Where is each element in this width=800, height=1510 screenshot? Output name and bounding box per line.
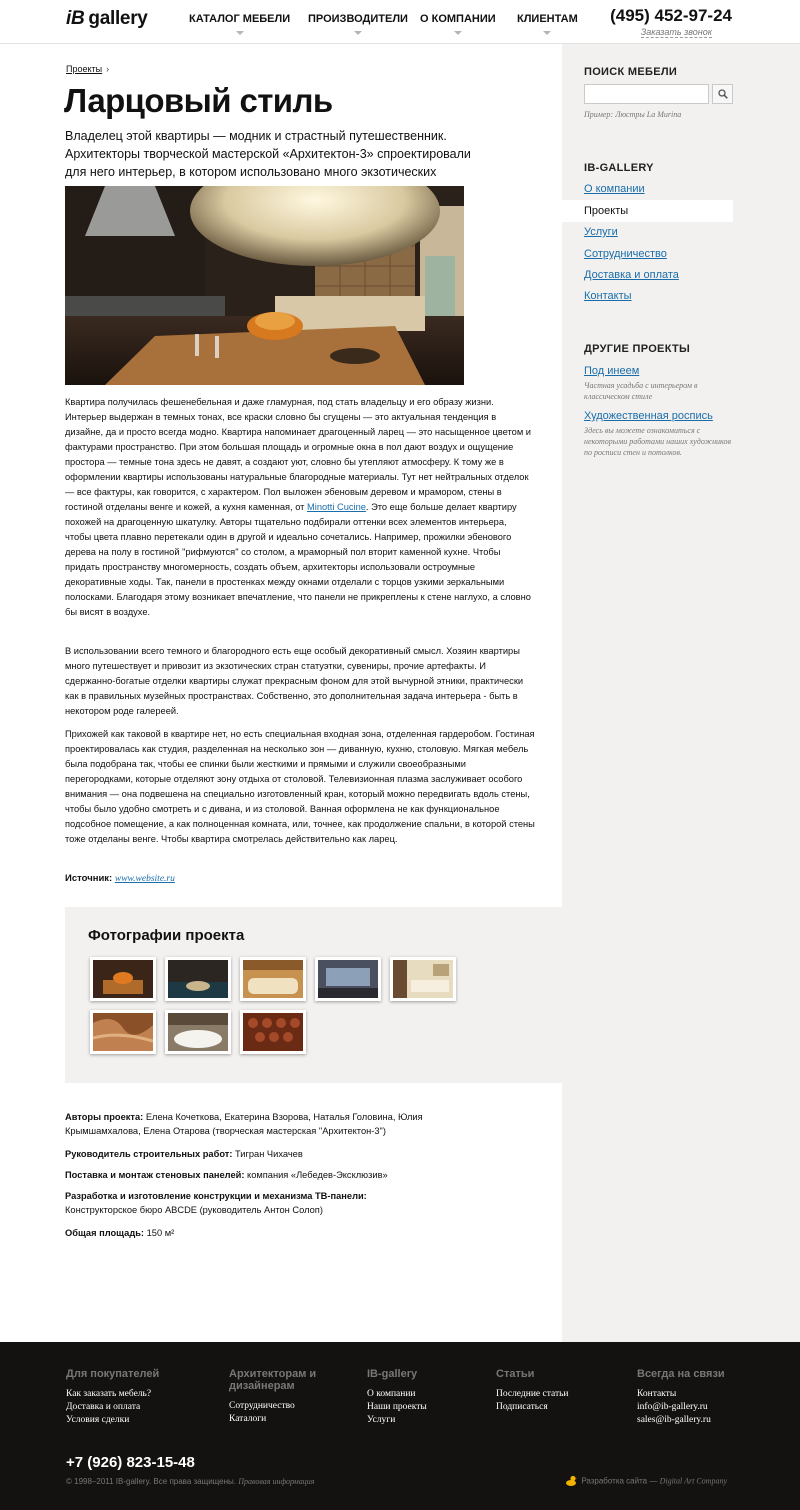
footer-developer bbox=[565, 1475, 727, 1488]
credits-panels-value: компания «Лебедев-Эксклюзив» bbox=[247, 1170, 388, 1180]
sidebar-item-projects[interactable]: Проекты bbox=[562, 200, 733, 222]
site-logo[interactable] bbox=[66, 8, 148, 30]
chevron-down-icon bbox=[354, 31, 362, 35]
duck-logo-icon bbox=[565, 1475, 577, 1488]
lead-paragraph: Владелец этой квартиры — модник и страстный путешественник. Архитекторы творческой мастерской «Архитектон-3» спроектировали для него интерьер, в котором использовано много экзотических bbox=[65, 129, 471, 179]
article-paragraph-3: Прихожей как таковой в квартире нет, но есть специальная входная зона, отделенная гардеробом. Гостиная проектировалась как студия, разделенная на несколько зон — диванную, кухню, столовую. Мягкая мебель была подобрана так, чтобы ее спинки были жесткими и прямыми и служили своеобразными перегородками, которые отделяют зону отдыха от столовой. Телевизионная плазма заслуживает особого внимания — она подвешена на специально изготовленный кран, который можно передвигать вдоль стены, чтобы было удобно смотреть и с дивана, и из столовой. Ванная оформлена не как функциональное подсобное помещение, а как полноценная комната, или, точнее, как продолжение спальни, в которой стены тоже отделаны венге. Чтобы квартира смотрелась действительно как ларец. bbox=[65, 729, 535, 844]
footer-heading: Всегда на связи bbox=[637, 1368, 725, 1380]
footer-email-info[interactable]: info@ib-gallery.ru bbox=[637, 1402, 708, 1412]
gallery-title: Фотографии проекта bbox=[88, 927, 245, 944]
photo-thumbnail[interactable] bbox=[90, 1010, 156, 1054]
menu-title: IB-GALLERY bbox=[584, 162, 654, 174]
hero-image bbox=[65, 186, 464, 385]
photo-thumbnail[interactable] bbox=[165, 957, 231, 1001]
credits-build-label: Руководитель строительных работ: bbox=[65, 1149, 233, 1159]
developer-label: Разработка сайта — bbox=[581, 1476, 658, 1486]
footer-link[interactable]: Контакты bbox=[637, 1389, 677, 1399]
sidebar-item-about[interactable]: О компании bbox=[584, 183, 645, 195]
copyright-text: © 1998–2011 IB-gallery. Все права защищены. bbox=[66, 1477, 236, 1486]
credits-tv-label: Разработка и изготовление конструкции и механизма ТВ-панели: bbox=[65, 1191, 367, 1201]
footer-link[interactable]: Как заказать мебель? bbox=[66, 1389, 152, 1399]
photo-thumbnail[interactable] bbox=[240, 1010, 306, 1054]
photo-thumbnail[interactable] bbox=[165, 1010, 231, 1054]
footer-heading: Статьи bbox=[496, 1368, 535, 1380]
nav-clients-label: КЛИЕНТАМ bbox=[517, 13, 578, 25]
nav-clients[interactable] bbox=[517, 13, 578, 25]
footer-link[interactable]: О компании bbox=[367, 1389, 416, 1399]
chevron-down-icon bbox=[454, 31, 462, 35]
footer-col-ibgallery bbox=[367, 1368, 487, 1427]
footer-col-architects bbox=[229, 1368, 324, 1426]
footer-heading: Для покупателей bbox=[66, 1368, 160, 1380]
source-label: Источник: bbox=[65, 873, 113, 884]
footer-heading: Архитекторам и дизайнерам bbox=[229, 1368, 317, 1392]
footer-heading: IB-gallery bbox=[367, 1368, 418, 1380]
header-phone: (495) 452-97-24 bbox=[610, 6, 732, 25]
footer-link[interactable]: Условия сделки bbox=[66, 1415, 130, 1425]
footer-link[interactable]: Каталоги bbox=[229, 1414, 267, 1424]
footer-link[interactable]: Сотрудничество bbox=[229, 1401, 295, 1411]
search-button[interactable] bbox=[712, 84, 733, 104]
search-icon bbox=[718, 89, 728, 99]
project-desc-frost: Частная усадьба с интерьером в классическом стиле bbox=[584, 381, 698, 401]
sidebar bbox=[562, 44, 800, 1342]
breadcrumb bbox=[66, 64, 109, 74]
credits-panels-label: Поставка и монтаж стеновых панелей: bbox=[65, 1170, 245, 1180]
project-link-frost[interactable]: Под инеем bbox=[584, 365, 640, 377]
developer-link[interactable]: Digital Art Company bbox=[659, 1476, 727, 1486]
photo-thumbnail[interactable] bbox=[240, 957, 306, 1001]
credits-panels bbox=[65, 1168, 465, 1182]
article-paragraph-1 bbox=[65, 395, 535, 620]
credits-authors-label: Авторы проекта: bbox=[65, 1112, 144, 1122]
footer-link[interactable]: Подписаться bbox=[496, 1402, 548, 1412]
chevron-down-icon bbox=[543, 31, 551, 35]
nav-catalog[interactable] bbox=[189, 13, 290, 25]
article-source bbox=[65, 873, 175, 884]
sidebar-item-delivery[interactable]: Доставка и оплата bbox=[584, 269, 679, 281]
footer-email-sales[interactable]: sales@ib-gallery.ru bbox=[637, 1415, 711, 1425]
footer-link[interactable]: Доставка и оплата bbox=[66, 1402, 141, 1412]
credits-area-label: Общая площадь: bbox=[65, 1228, 145, 1238]
footer-col-buyers bbox=[66, 1368, 186, 1427]
search-input[interactable] bbox=[584, 84, 709, 104]
photo-thumbnail[interactable] bbox=[90, 957, 156, 1001]
search-title: ПОИСК МЕБЕЛИ bbox=[584, 66, 678, 78]
photo-thumbnail[interactable] bbox=[315, 957, 381, 1001]
article-paragraph-2: В использовании всего темного и благородного есть еще особый декоративный смысл. Хозяин квартиры много путешествует и привозит из экзотических стран статуэтки, сувениры, прочие артефакты. И сдержанно-богатые отделки квартиры служат прекрасным фоном для этой вычурной этники, практически как в правильных музейных пространствах. Собственно, это дополнительная задача интерьера - быть в некотором роде галереей. bbox=[65, 646, 524, 716]
footer-link[interactable]: Последние статьи bbox=[496, 1389, 569, 1399]
footer-link[interactable]: Наши проекты bbox=[367, 1402, 427, 1412]
photo-thumbnail[interactable] bbox=[390, 957, 456, 1001]
credits-area bbox=[65, 1226, 465, 1240]
credits-build-value: Тигран Чихачев bbox=[235, 1149, 303, 1159]
site-header bbox=[0, 0, 800, 44]
footer-link[interactable]: Услуги bbox=[367, 1415, 396, 1425]
sidebar-item-contacts[interactable]: Контакты bbox=[584, 290, 632, 302]
nav-about-label: О КОМПАНИИ bbox=[420, 13, 496, 25]
sidebar-item-cooperation[interactable]: Сотрудничество bbox=[584, 248, 667, 260]
logo-ib: iB bbox=[66, 8, 85, 29]
source-link[interactable]: www.website.ru bbox=[114, 874, 175, 884]
chevron-down-icon bbox=[236, 31, 244, 35]
minotti-cucine-link[interactable]: Minotti Cucine bbox=[307, 502, 366, 512]
footer-col-contact bbox=[637, 1368, 757, 1427]
credits-area-value: 150 м² bbox=[146, 1228, 175, 1238]
callback-link[interactable]: Заказать звонок bbox=[640, 27, 712, 37]
search-hint: Пример: Люстры La Murina bbox=[584, 110, 682, 119]
other-projects-title: ДРУГИЕ ПРОЕКТЫ bbox=[584, 343, 691, 355]
project-link-painting[interactable]: Художественная роспись bbox=[584, 410, 713, 422]
nav-manufacturers[interactable] bbox=[308, 13, 408, 25]
project-photos bbox=[65, 907, 562, 1083]
legal-info-link[interactable]: Правовая информация bbox=[238, 1477, 315, 1486]
credits-authors bbox=[65, 1110, 465, 1138]
breadcrumb-projects[interactable]: Проекты bbox=[66, 64, 103, 74]
footer-copyright bbox=[66, 1477, 314, 1486]
nav-catalog-label: КАТАЛОГ МЕБЕЛИ bbox=[189, 13, 291, 25]
article-text: . Это еще больше делает квартиру похожей на драгоценную шкатулку. Авторы тщательно подбирали оттенки всех элементов интерьера, чтобы цвета плавно перетекали один в другой и идеально сочетались. Например, прожилки эбенового дерева на полу в гостиной "рифмуются" со столом, а мраморный пол вторит каменной кухне. Чтобы придать пространству многомерность, создать объем, архитекторы использовали остроумные декоративные ходы. Так, панели в простенках между окнами отделали с торцов узкими зеркальными полосками. Благодаря этому возникает впечатление, что панели не прикреплены к стене наглухо, а словно бы висят в воздухе. bbox=[65, 502, 531, 617]
credits-tv-value: Конструкторское бюро ABCDE (руководитель Антон Солоп) bbox=[65, 1205, 323, 1215]
sidebar-item-services[interactable]: Услуги bbox=[584, 226, 618, 238]
article-text: Квартира получилась фешенебельная и даже гламурная, под стать владельцу и его образу жизни. Интерьер выдержан в темных тонах, все краски словно бы сгущены — это актуальная тенденция в дизайне, да и просто всегда модно. Квартира напоминает драгоценный ларец — это насыщенное цветом и фактурами пространство. При этом большая площадь и огромные окна в пол дают воздух и ощущение простора — темные тона здесь не давят, а создают уют, словно бы утепляют атмосферу. К тому же в оформлении квартиры использованы натуральные благородные материалы. Тут нет нейтральных отделок — все фактуры, как говорится, с характером. Пол выложен эбеновым деревом и мрамором, стены в гостиной отделаны венге и кожей, а кухня каменная, от bbox=[65, 397, 531, 512]
logo-gallery: gallery bbox=[88, 8, 148, 29]
nav-manufacturers-label: ПРОИЗВОДИТЕЛИ bbox=[308, 13, 408, 25]
project-desc-painting: Здесь вы можете ознакомиться с некоторыми работами наших художников по росписи стен и потолков. bbox=[584, 426, 731, 457]
nav-about[interactable] bbox=[420, 13, 496, 25]
site-footer bbox=[0, 1342, 800, 1510]
footer-col-articles bbox=[496, 1368, 616, 1414]
page-title: Ларцовый стиль bbox=[64, 82, 333, 119]
credits-tv bbox=[65, 1189, 465, 1217]
credits-authors-value: Елена Кочеткова, Екатерина Взорова, Наталья Головина, Юлия Крымшамхалова, Елена Отарова (творческая мастерская "Архитектон-3") bbox=[65, 1112, 423, 1136]
breadcrumb-separator: › bbox=[106, 64, 110, 74]
footer-phone: +7 (926) 823-15-48 bbox=[66, 1454, 195, 1471]
credits-build bbox=[65, 1147, 465, 1161]
